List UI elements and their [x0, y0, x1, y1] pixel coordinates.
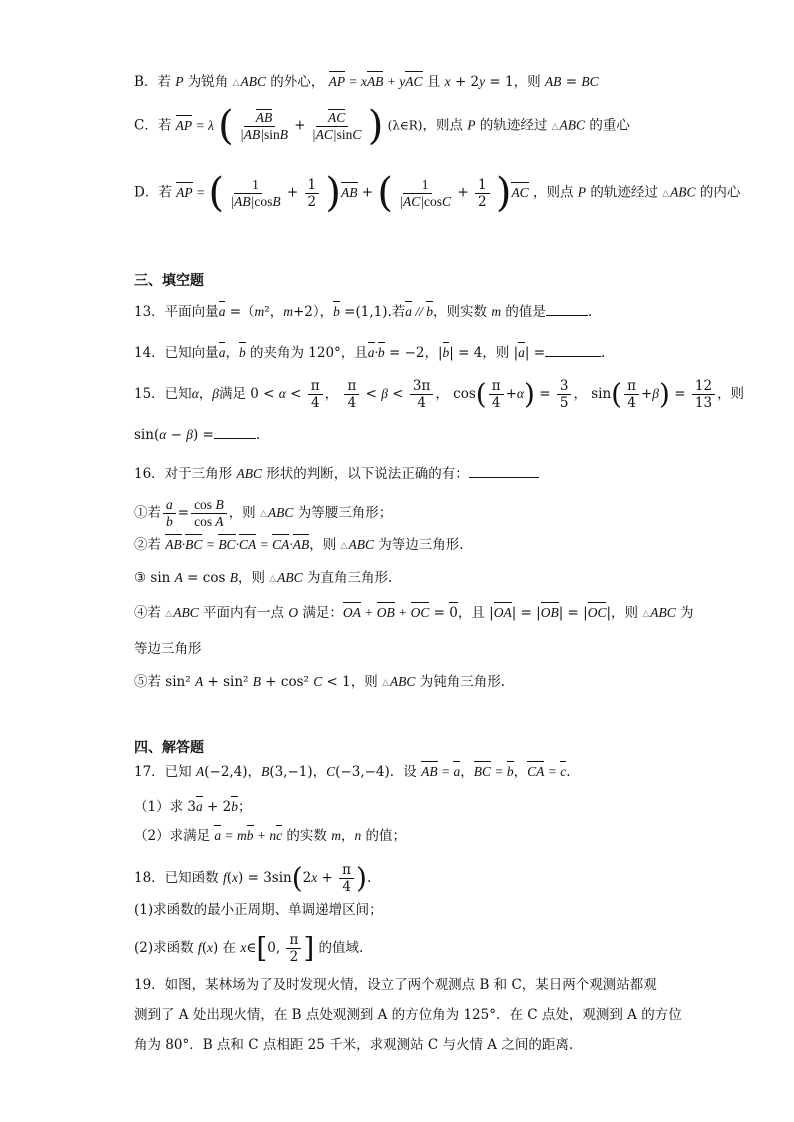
- question-18-part-2: (2)求函数 f(x) 在 x∈[0, $\frac{\pi}{2}$ ] 的值域.: [134, 931, 364, 965]
- statement-3: ③ sin A = cos B，则 △ABC 为直角三角形.: [134, 570, 393, 586]
- option-b: B．若 P 为锐角 △ABC 的外心， AP = xAB + yAC 且 x + 2y = 1，则 AB = BC: [134, 74, 599, 90]
- question-13: 13．平面向量a =（m²，m+2），b =(1,1).若a // b，则实数 m 的值是 .: [134, 304, 593, 320]
- triangle-icon: △: [340, 541, 348, 551]
- section-heading-solutions: 四、解答题: [134, 740, 204, 756]
- triangle-icon: △: [662, 188, 670, 199]
- question-19-line-3: 角为 80°．B 点和 C 点相距 25 千米，求观测站 C 与火情 A 之间的距离.: [134, 1037, 574, 1053]
- triangle-icon: △: [259, 509, 267, 519]
- question-19-line-1: 19．如图，某林场为了及时发现火情，设立了两个观测点 B 和 C，某日两个观测站都观: [134, 977, 657, 993]
- section-heading-fill-in: 三、填空题: [134, 273, 204, 289]
- answer-blank[interactable]: [546, 315, 588, 316]
- statement-1: ①若 $\frac{a}{b}$ = $\frac{\text{cos B}}{\text{cos A}}$ ，则 △ABC 为等腰三角形；: [134, 497, 393, 529]
- triangle-icon: △: [165, 609, 173, 619]
- question-18: 18．已知函数 f(x) = 3sin(2x + $\frac{\pi}{4}$ ).: [134, 861, 372, 895]
- question-15-continued: sin(α − β) = .: [134, 427, 261, 443]
- statement-4-continued: 等边三角形: [134, 641, 202, 657]
- triangle-icon: △: [232, 78, 240, 88]
- option-c: C．若 AP = λ ( $\frac{AB}{|AB|\sin B}$ + $\frac{AC}{|AC|\sin C}$ ) (λ∈R)，则点 P 的轨迹经过 △ABC 的重心: [134, 103, 630, 149]
- question-17-part-2: （2）求满足 a = mb + nc 的实数 m，n 的值；: [134, 828, 407, 844]
- triangle-icon: △: [551, 121, 559, 132]
- question-16: 16．对于三角形 ABC 形状的判断，以下说法正确的有：: [134, 464, 539, 484]
- question-17: 17．已知 A(−2,4)，B(3,−1)，C(−3,−4)．设 AB = a，BC = b，CA = c.: [134, 764, 571, 780]
- statement-5: ⑤若 sin² A + sin² B + cos² C < 1，则 △ABC 为钝角三角形.: [134, 674, 506, 690]
- answer-blank[interactable]: [214, 438, 256, 439]
- question-15: 15．已知α，β满足 0 < α < $\frac{\pi}{4}$ ， $\frac{\pi}{4}$ < β < $\frac{3\pi}{4}$ ， cos( $\frac{\pi}{4}$ +α) = $\frac{3}{5}$ ， sin( $\frac{\pi}{4}$ +β) = $\frac{12}{13}$ ，则: [134, 377, 745, 411]
- question-19-line-2: 测到了 A 处出现火情，在 B 点处观测到 A 的方位角为 125°．在 C 点处，观测到 A 的方位: [134, 1007, 682, 1023]
- answer-blank[interactable]: [469, 477, 539, 478]
- question-14: 14．已知向量a，b 的夹角为 120°，且a·b = −2，|b| = 4，则 |a| = .: [134, 345, 606, 361]
- answer-blank[interactable]: [545, 356, 601, 357]
- triangle-icon: △: [642, 609, 650, 619]
- question-17-part-1: （1）求 3a + 2b；: [134, 799, 252, 815]
- triangle-icon: △: [382, 678, 389, 688]
- option-d: D．若 AP = ( $\frac{1}{|AB|\cos B}$ + $\frac{1}{2}$ )AB + ( $\frac{1}{|AC|\cos C}$ + $\frac{1}{2}$ )AC ，则点 P 的轨迹经过 △ABC 的内心: [134, 170, 741, 216]
- question-18-part-1: (1)求函数的最小正周期、单调递增区间；: [134, 902, 383, 918]
- triangle-icon: △: [269, 574, 277, 584]
- statement-4: ④若 △ABC 平面内有一点 O 满足：OA + OB + OC = 0，且 |OA| = |OB| = |OC|，则 △ABC 为: [134, 605, 694, 621]
- statement-2: ②若 AB·BC = BC·CA = CA·AB，则 △ABC 为等边三角形.: [134, 537, 464, 553]
